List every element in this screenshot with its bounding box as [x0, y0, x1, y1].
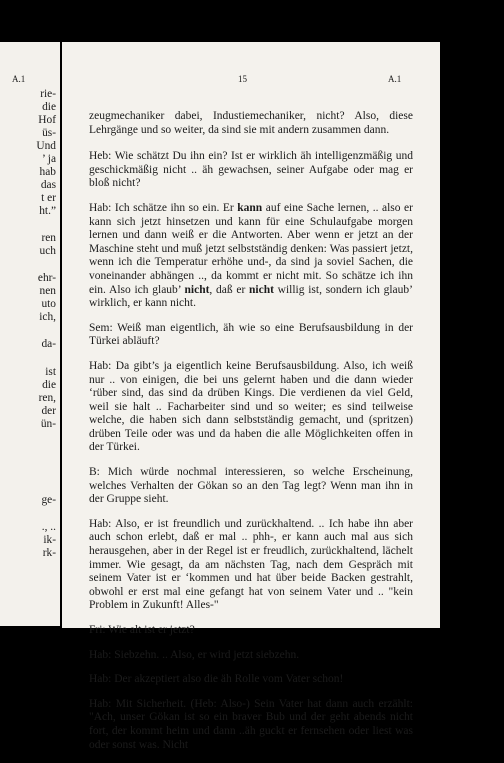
left-page-fragment-text: rk- — [42, 547, 56, 559]
left-page-fragment-text: uch — [39, 245, 56, 257]
paragraph: Sem: Weiß man eigentlich, äh wie so eine Berufsausbildung in der Türkei abläuft? — [89, 321, 413, 348]
page-section-label: A.1 — [388, 74, 402, 84]
left-page-fragment-text: ren, — [38, 392, 56, 404]
document-page — [62, 42, 440, 751]
left-page-fragment-text: ., .. — [41, 521, 56, 533]
paragraph: Hab: Der akzeptiert also die äh Rolle vom Vater schon! — [89, 673, 344, 686]
left-page-fragment-text: rie- — [40, 88, 56, 100]
left-page-fragment — [0, 42, 60, 626]
paragraph: Hab: Siebzehn. .. Also, er wird jetzt siebzehn. — [89, 648, 300, 661]
bold-word: kann — [237, 201, 263, 214]
paragraph: zeugmechaniker dabei, Industiemechaniker, nicht? Also, diese Lehrgänge und so weiter, da sind sie mit andern zusammen dann. — [89, 110, 413, 136]
paragraph — [89, 202, 413, 311]
paragraph-text: Hab: Ich schätze ihn so ein. Er — [89, 201, 238, 214]
paragraph-text: auf eine Sache lernen, .. also er kann sich jetzt hinsetzen und kann für eine Schulaufgabe morgen lernen und dann weiß er die Antworten. Aber wenn er jetzt an der Maschine steht und muß jetzt selbstständig denken: Was passiert jetzt, wenn ich die Temperatur erhöhe und-, da sind ja soviel Sachen, die voneinander abhängen .., da kommt er nicht mit. So schätze ich ihn ein. Also ich glaub’ — [89, 201, 413, 296]
left-page-fragment-text: ik- — [43, 534, 56, 546]
left-page-fragment-text: uto — [41, 298, 56, 310]
left-page-fragment-text: ’ ja — [41, 153, 56, 165]
left-page-fragment-text: da- — [41, 338, 56, 350]
left-page-fragment-text: nen — [39, 285, 56, 297]
paragraph: Hab: Mit Sicherheit. (Heb: Also-) Sein Vater hat dann auch erzählt: "Ach, unser Gökan ist so ein braver Bub und der geht abends nicht fort, der kommt heim und dann ..äh guckt er fernsehen oder liest was oder sonst was. Nicht — [89, 697, 413, 751]
left-page-fragment-text: Hof — [38, 114, 56, 126]
left-page-fragment-text: üs- — [42, 127, 56, 139]
bold-word: nicht — [249, 283, 274, 296]
left-page-fragment-text: ün- — [40, 418, 56, 430]
left-page-header: A.1 — [12, 74, 26, 84]
left-page-fragment-text: ht.” — [39, 205, 56, 217]
left-page-fragment-text: ehr- — [37, 272, 56, 284]
left-page-fragment-text: der — [41, 405, 56, 417]
bold-word: nicht — [184, 283, 210, 296]
page-number: 15 — [238, 74, 247, 84]
paragraph-text: , daß er — [209, 283, 250, 296]
paragraph: B: Mich würde nochmal interessieren, so welche Erscheinung, welches Verhalten der Gökan so an den Tag legt? Wenn man ihn in der Gruppe sieht. — [89, 466, 413, 506]
paragraph: Hab: Also, er ist freundlich und zurückhaltend. .. Ich habe ihn aber auch schon erlebt, daß er mal .. phh-, er kann auch mal aus sich herausgehen, aber in der Regel ist er freudlich, zurückhaltend, lächelt immer. Wie gesagt, da am nächsten Tag, nach dem Gespräch mit seinem Vater ist er ‘kommen und hat über beide Backen gestrahlt, obwohl er erst mal eine gefangt hat von seinem Vater und .. "kein Problem in Zukunft! Alles-" — [89, 517, 413, 612]
left-page-fragment-text: t er — [41, 192, 56, 204]
left-page-fragment-text: ge- — [41, 494, 56, 506]
left-page-fragment-text: die — [42, 379, 56, 391]
paragraph-text: willig ist, sondern ich glaub’ wirklich, er kann nicht. — [89, 283, 413, 310]
paragraph: Fri: Wie alt ist er jetzt? — [89, 624, 195, 636]
paragraph: Heb: Wie schätzt Du ihn ein? Ist er wirklich äh intelligenzmäßig und geschickmäßig nicht .. äh gewachsen, seiner Aufgabe oder mag er bloß nicht? — [89, 150, 413, 190]
left-page-fragment-text: hab — [39, 166, 56, 178]
left-page-fragment-text: die — [42, 101, 56, 113]
paragraph: Hab: Da gibt’s ja eigentlich keine Berufsausbildung. Also, ich weiß nur .. von einigen, die bei uns gelernt haben und die dann wieder ‘rüber sind, das sind da drüben Kings. Die verdienen da viel Geld, weil sie halt .. Facharbeiter sind und so weiter; es sind teilweise welche, die haben sich dann selbstständig gemacht, und (spritzen) drüben Teile oder was und da haben die alle Möglichkeiten offen in der Türkei. — [89, 359, 413, 454]
left-page-fragment-text: ren — [41, 232, 56, 244]
left-page-fragment-text: ist — [45, 366, 56, 378]
left-page-fragment-text: Und — [36, 140, 56, 152]
left-page-fragment-text: das — [40, 179, 56, 191]
page-body — [89, 110, 413, 763]
left-page-fragment-text: ich, — [39, 311, 56, 323]
